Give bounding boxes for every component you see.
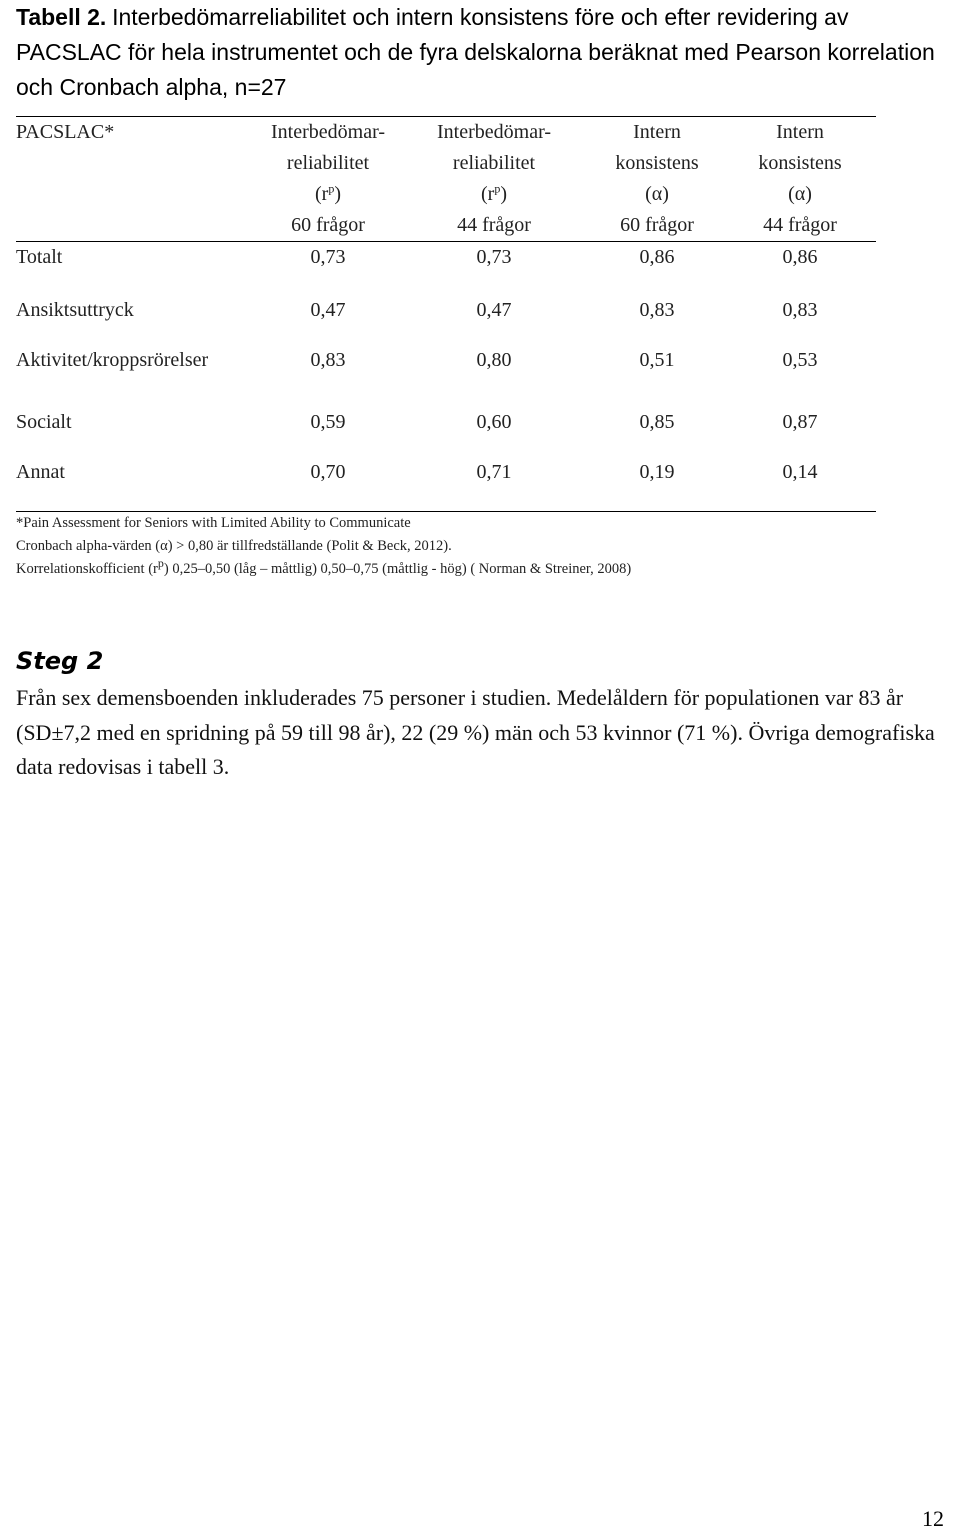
table-header-col-3	[582, 117, 732, 241]
table-row-label: Socialt	[16, 411, 72, 433]
footnote-cronbach: Cronbach alpha-värden (α) > 0,80 är tillfredställande (Polit & Beck, 2012).	[16, 538, 452, 554]
footnote-correlation	[16, 558, 631, 580]
table-cell: 0,87	[782, 411, 818, 433]
table-cell: 0,59	[310, 411, 346, 433]
header-line-1: Interbedömar-	[437, 121, 551, 143]
table-row-label: Annat	[16, 461, 65, 483]
footnote-pacslac: *Pain Assessment for Seniors with Limited Ability to Communicate	[16, 515, 411, 531]
footnote-correlation-post: ) 0,25–0,50 (låg – måttlig) 0,50–0,75 (måttlig - hög) ( Norman & Streiner, 2008)	[163, 561, 632, 577]
table-caption	[16, 0, 951, 105]
table-header-first: PACSLAC*	[16, 121, 115, 143]
header-line-2: reliabilitet	[286, 152, 370, 174]
header-line-1: Intern	[633, 121, 681, 143]
section-heading: Steg 2	[16, 647, 104, 675]
header-symbol-end: )	[500, 183, 507, 205]
footnote-correlation-sup: p	[157, 556, 164, 571]
table-cell: 0,73	[476, 246, 512, 268]
header-line-1: Interbedömar-	[271, 121, 385, 143]
header-line-4: 60 frågor	[291, 214, 365, 236]
header-symbol: (α)	[645, 183, 669, 205]
table-cell: 0,47	[476, 299, 512, 321]
table-cell: 0,19	[639, 461, 675, 483]
header-line-4: 60 frågor	[620, 214, 694, 236]
table-header-col-2	[419, 117, 569, 241]
table-row-label: Totalt	[16, 246, 63, 268]
header-line-3	[419, 179, 569, 210]
header-line-4: 44 frågor	[763, 214, 837, 236]
caption-text: Interbedömarreliabilitet och intern konsistens före och efter revidering av PACSLAC för hela instrumentet och de fyra delskalorna beräknat med Pearson korrelation och Cronbach alpha, n=27	[16, 4, 935, 100]
header-line-2: konsistens	[758, 152, 842, 174]
header-symbol-sup: p	[494, 181, 501, 196]
header-line-1: Intern	[776, 121, 824, 143]
page-number: 12	[922, 1506, 944, 1531]
header-symbol: (α)	[788, 183, 812, 205]
table-row-label: Aktivitet/kroppsrörelser	[16, 349, 209, 371]
table-cell: 0,47	[310, 299, 346, 321]
header-line-4: 44 frågor	[457, 214, 531, 236]
caption-label: Tabell 2.	[16, 4, 107, 30]
table-cell: 0,53	[782, 349, 818, 371]
header-symbol: (r	[481, 183, 495, 205]
table-cell: 0,51	[639, 349, 675, 371]
header-line-3	[725, 179, 875, 210]
section-paragraph: Från sex demensboenden inkluderades 75 personer i studien. Medelåldern för populationen var 83 år (SD±7,2 med en spridning på 59 till 98 år), 22 (29 %) män och 53 kvinnor (71 %). Övriga demografiska data redovisas i tabell 3.	[16, 685, 935, 779]
header-line-3	[582, 179, 732, 210]
table-cell: 0,86	[639, 246, 675, 268]
header-line-2: reliabilitet	[452, 152, 536, 174]
table-header-col-1	[253, 117, 403, 241]
table-cell: 0,71	[476, 461, 512, 483]
table-cell: 0,83	[639, 299, 675, 321]
table-cell: 0,80	[476, 349, 512, 371]
table-cell: 0,14	[782, 461, 818, 483]
table-cell: 0,70	[310, 461, 346, 483]
header-line-2: konsistens	[615, 152, 699, 174]
table-cell: 0,86	[782, 246, 818, 268]
table-row-label: Ansiktsuttryck	[16, 299, 134, 321]
header-symbol-end: )	[334, 183, 341, 205]
table-cell: 0,83	[310, 349, 346, 371]
header-line-3	[253, 179, 403, 210]
table-cell: 0,60	[476, 411, 512, 433]
footnote-correlation-pre: Korrelationskofficient (r	[16, 561, 158, 577]
table-cell: 0,85	[639, 411, 675, 433]
header-symbol: (r	[315, 183, 329, 205]
table-cell: 0,83	[782, 299, 818, 321]
table-cell: 0,73	[310, 246, 346, 268]
header-symbol-sup: p	[328, 181, 335, 196]
table-header-col-4	[725, 117, 875, 241]
